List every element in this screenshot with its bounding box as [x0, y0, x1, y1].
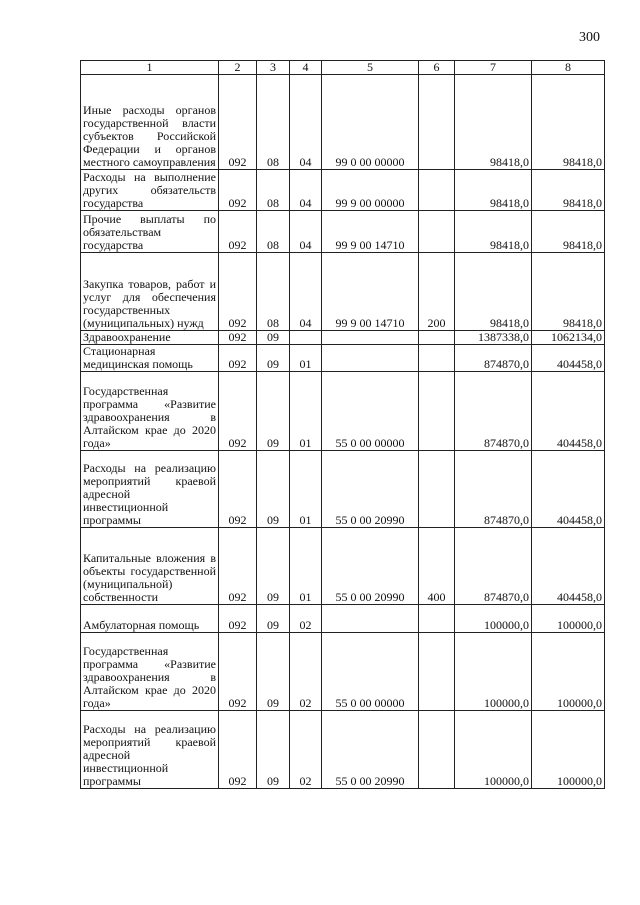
table-row	[81, 211, 605, 253]
row-name: Здравоохранение	[81, 331, 219, 345]
row-ved: 092	[219, 528, 257, 605]
row-name: Закупка товаров, работ и услуг для обеспечения государственных (муниципальных) нужд	[81, 253, 219, 331]
row-ved: 092	[219, 345, 257, 372]
row-ved: 092	[219, 331, 257, 345]
column-header-6: 6	[419, 61, 455, 75]
row-csr: 99 9 00 14710	[322, 211, 419, 253]
row-csr	[322, 331, 419, 345]
row-name: Стационарная медицинская помощь	[81, 345, 219, 372]
row-sum-1: 98418,0	[455, 75, 532, 170]
row-sum-2: 100000,0	[532, 633, 605, 711]
row-sum-2: 404458,0	[532, 528, 605, 605]
row-rz: 08	[257, 211, 290, 253]
row-rz: 09	[257, 345, 290, 372]
row-pr: 04	[290, 75, 322, 170]
table-row	[81, 345, 605, 372]
row-csr: 55 0 00 00000	[322, 633, 419, 711]
table-row	[81, 605, 605, 633]
row-sum-2: 404458,0	[532, 372, 605, 451]
column-header-5: 5	[322, 61, 419, 75]
row-name: Расходы на реализацию мероприятий краевой адресной инвестиционной программы	[81, 451, 219, 528]
row-name: Прочие выплаты по обязательствам государства	[81, 211, 219, 253]
row-rz: 09	[257, 331, 290, 345]
row-csr: 99 0 00 00000	[322, 75, 419, 170]
row-name: Расходы на реализацию мероприятий краевой адресной инвестиционной программы	[81, 711, 219, 789]
table-row	[81, 528, 605, 605]
budget-table	[80, 60, 605, 789]
row-rz: 08	[257, 75, 290, 170]
row-pr: 01	[290, 345, 322, 372]
column-header-4: 4	[290, 61, 322, 75]
row-csr: 55 0 00 00000	[322, 372, 419, 451]
row-ved: 092	[219, 170, 257, 211]
row-csr: 55 0 00 20990	[322, 711, 419, 789]
row-sum-1: 100000,0	[455, 605, 532, 633]
row-rz: 09	[257, 633, 290, 711]
row-sum-2: 98418,0	[532, 211, 605, 253]
row-vr	[419, 372, 455, 451]
row-sum-1: 874870,0	[455, 451, 532, 528]
row-rz: 09	[257, 711, 290, 789]
table-row	[81, 75, 605, 170]
row-ved: 092	[219, 711, 257, 789]
row-sum-1: 874870,0	[455, 345, 532, 372]
row-vr	[419, 451, 455, 528]
row-pr	[290, 331, 322, 345]
row-csr: 99 9 00 00000	[322, 170, 419, 211]
table-body	[81, 75, 605, 789]
row-name: Расходы на выполнение других обязательств государства	[81, 170, 219, 211]
table-row	[81, 170, 605, 211]
table-row	[81, 253, 605, 331]
table-row	[81, 711, 605, 789]
row-sum-1: 100000,0	[455, 633, 532, 711]
row-rz: 09	[257, 372, 290, 451]
row-name: Государственная программа «Развитие здравоохранения в Алтайском крае до 2020 года»	[81, 372, 219, 451]
row-vr: 400	[419, 528, 455, 605]
row-ved: 092	[219, 605, 257, 633]
row-vr	[419, 75, 455, 170]
row-rz: 09	[257, 451, 290, 528]
row-vr	[419, 605, 455, 633]
row-vr	[419, 711, 455, 789]
column-header-1: 1	[81, 61, 219, 75]
row-rz: 09	[257, 605, 290, 633]
row-ved: 092	[219, 211, 257, 253]
table-row	[81, 451, 605, 528]
row-vr	[419, 331, 455, 345]
row-sum-1: 98418,0	[455, 211, 532, 253]
row-name: Иные расходы органов государственной власти субъектов Российской Федерации и органов местного самоуправления	[81, 75, 219, 170]
row-rz: 09	[257, 528, 290, 605]
row-vr	[419, 345, 455, 372]
column-header-3: 3	[257, 61, 290, 75]
row-ved: 092	[219, 451, 257, 528]
row-sum-2: 404458,0	[532, 451, 605, 528]
row-csr: 55 0 00 20990	[322, 528, 419, 605]
row-pr: 04	[290, 170, 322, 211]
header-row	[81, 61, 605, 75]
row-sum-2: 404458,0	[532, 345, 605, 372]
row-name: Капитальные вложения в объекты государственной (муниципальной) собственности	[81, 528, 219, 605]
row-pr: 04	[290, 211, 322, 253]
row-sum-2: 98418,0	[532, 253, 605, 331]
row-rz: 08	[257, 170, 290, 211]
row-pr: 04	[290, 253, 322, 331]
row-vr	[419, 211, 455, 253]
row-sum-1: 874870,0	[455, 372, 532, 451]
row-vr	[419, 170, 455, 211]
row-sum-1: 98418,0	[455, 253, 532, 331]
row-name: Государственная программа «Развитие здравоохранения в Алтайском крае до 2020 года»	[81, 633, 219, 711]
column-header-8: 8	[532, 61, 605, 75]
row-sum-1: 100000,0	[455, 711, 532, 789]
row-sum-1: 874870,0	[455, 528, 532, 605]
row-pr: 02	[290, 711, 322, 789]
row-csr: 55 0 00 20990	[322, 451, 419, 528]
row-sum-1: 98418,0	[455, 170, 532, 211]
row-vr: 200	[419, 253, 455, 331]
row-ved: 092	[219, 75, 257, 170]
table-row	[81, 331, 605, 345]
row-rz: 08	[257, 253, 290, 331]
page-number: 300	[579, 30, 600, 45]
row-sum-2: 100000,0	[532, 711, 605, 789]
row-sum-2: 98418,0	[532, 170, 605, 211]
table-row	[81, 633, 605, 711]
row-pr: 01	[290, 528, 322, 605]
row-ved: 092	[219, 633, 257, 711]
row-name: Амбулаторная помощь	[81, 605, 219, 633]
table-row	[81, 372, 605, 451]
row-csr	[322, 605, 419, 633]
row-vr	[419, 633, 455, 711]
row-ved: 092	[219, 253, 257, 331]
row-sum-2: 100000,0	[532, 605, 605, 633]
row-pr: 02	[290, 633, 322, 711]
row-sum-2: 98418,0	[532, 75, 605, 170]
row-sum-1: 1387338,0	[455, 331, 532, 345]
row-csr: 99 9 00 14710	[322, 253, 419, 331]
column-header-2: 2	[219, 61, 257, 75]
row-pr: 02	[290, 605, 322, 633]
row-pr: 01	[290, 451, 322, 528]
column-header-7: 7	[455, 61, 532, 75]
row-pr: 01	[290, 372, 322, 451]
row-csr	[322, 345, 419, 372]
row-sum-2: 1062134,0	[532, 331, 605, 345]
row-ved: 092	[219, 372, 257, 451]
